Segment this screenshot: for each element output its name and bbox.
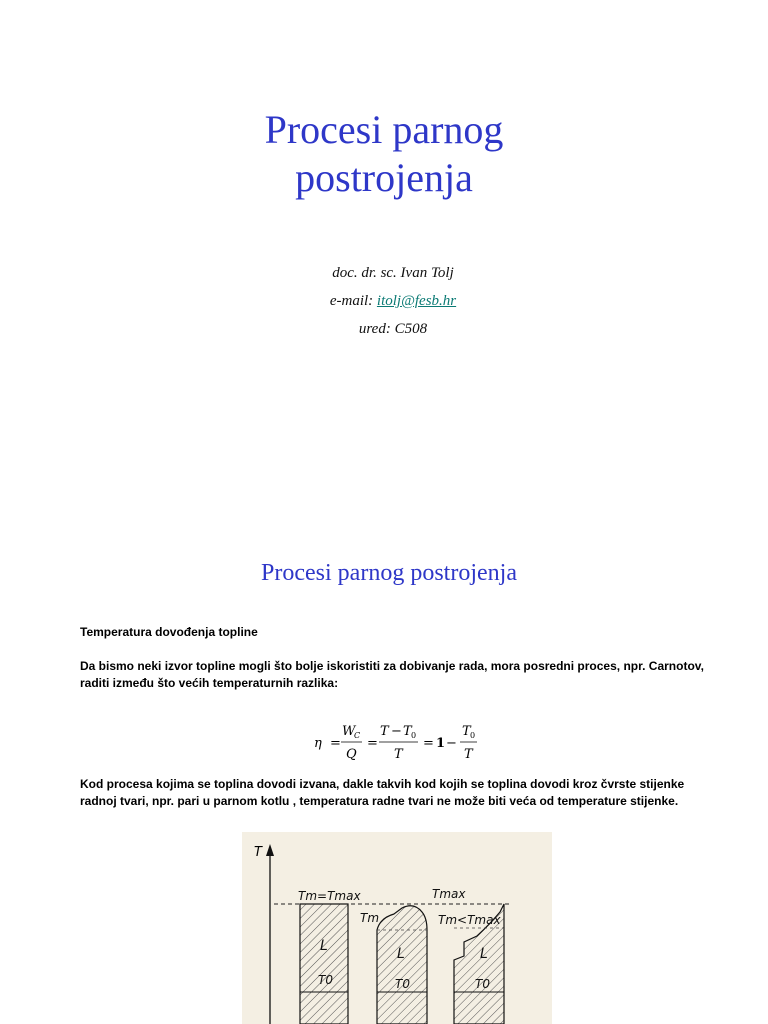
formula-eta: η [314, 736, 322, 751]
formula-t0-sub: 0 [411, 731, 417, 740]
formula-eq-3: = [423, 736, 434, 751]
email-line [0, 293, 768, 310]
formula-t-num: T [380, 724, 389, 739]
formula-eq-1: = [330, 736, 341, 751]
formula-wc-sub: C [354, 731, 361, 740]
slide-title [0, 106, 768, 202]
office-line: ured: C508 [358, 321, 428, 337]
label-l-3: L [480, 946, 488, 962]
author-name: doc. dr. sc. Ivan Tolj [332, 265, 454, 281]
label-l-2: L [397, 946, 405, 962]
label-tmax: Tmax [432, 887, 466, 901]
label-t0-2: T0 [395, 977, 410, 991]
formula-t0-num: T [403, 724, 412, 739]
formula-minus-2: − [446, 736, 457, 751]
formula-t-frac-den: T [464, 747, 473, 762]
label-tm: Tm [360, 911, 380, 925]
efficiency-formula [300, 720, 500, 764]
paragraph-2: Kod procesa kojima se toplina dovodi izvana, dakle takvih kod kojih se toplina dovodi kroz čvrste stijenke radnoj tvari, npr. pari u parnom kotlu , temperatura radne tvari ne može biti veća od temperature stijenke. [80, 777, 685, 808]
formula-wc: W [342, 724, 356, 739]
t-axis-label: T [254, 845, 262, 860]
formula-q: Q [346, 747, 357, 762]
section-title: Procesi parnog postrojenja [261, 560, 517, 586]
label-t0-1: T0 [318, 973, 333, 987]
formula-one: 1 [436, 736, 446, 751]
formula-t-den: T [394, 747, 403, 762]
paragraph-1: Da bismo neki izvor topline mogli što bolje iskoristiti za dobivanje rada, mora posredni proces, npr. Carnotov, raditi između što većih temperaturnih razlika: [80, 659, 704, 690]
formula-t0-frac-sub: 0 [470, 731, 476, 740]
formula-minus-1: − [391, 724, 402, 739]
email-label: e-mail: [329, 293, 377, 309]
ts-diagram [242, 832, 552, 1024]
email-link[interactable]: itolj@fesb.hr [376, 293, 457, 309]
section-heading: Temperatura dovođenja topline [80, 625, 258, 639]
label-tm-eq-tmax: Tm=Tmax [298, 889, 361, 903]
label-t0-3: T0 [475, 977, 490, 991]
formula-t0-frac: T [462, 724, 471, 739]
label-tm-lt-tmax: Tm<Tmax [438, 913, 501, 927]
label-l-1: L [320, 938, 328, 954]
title-line-1: Procesi parnog [264, 107, 504, 152]
formula-eq-2: = [367, 736, 378, 751]
middle-process-area [377, 906, 427, 1024]
title-line-2: postrojenja [295, 155, 473, 200]
carnot-area [300, 904, 348, 1024]
